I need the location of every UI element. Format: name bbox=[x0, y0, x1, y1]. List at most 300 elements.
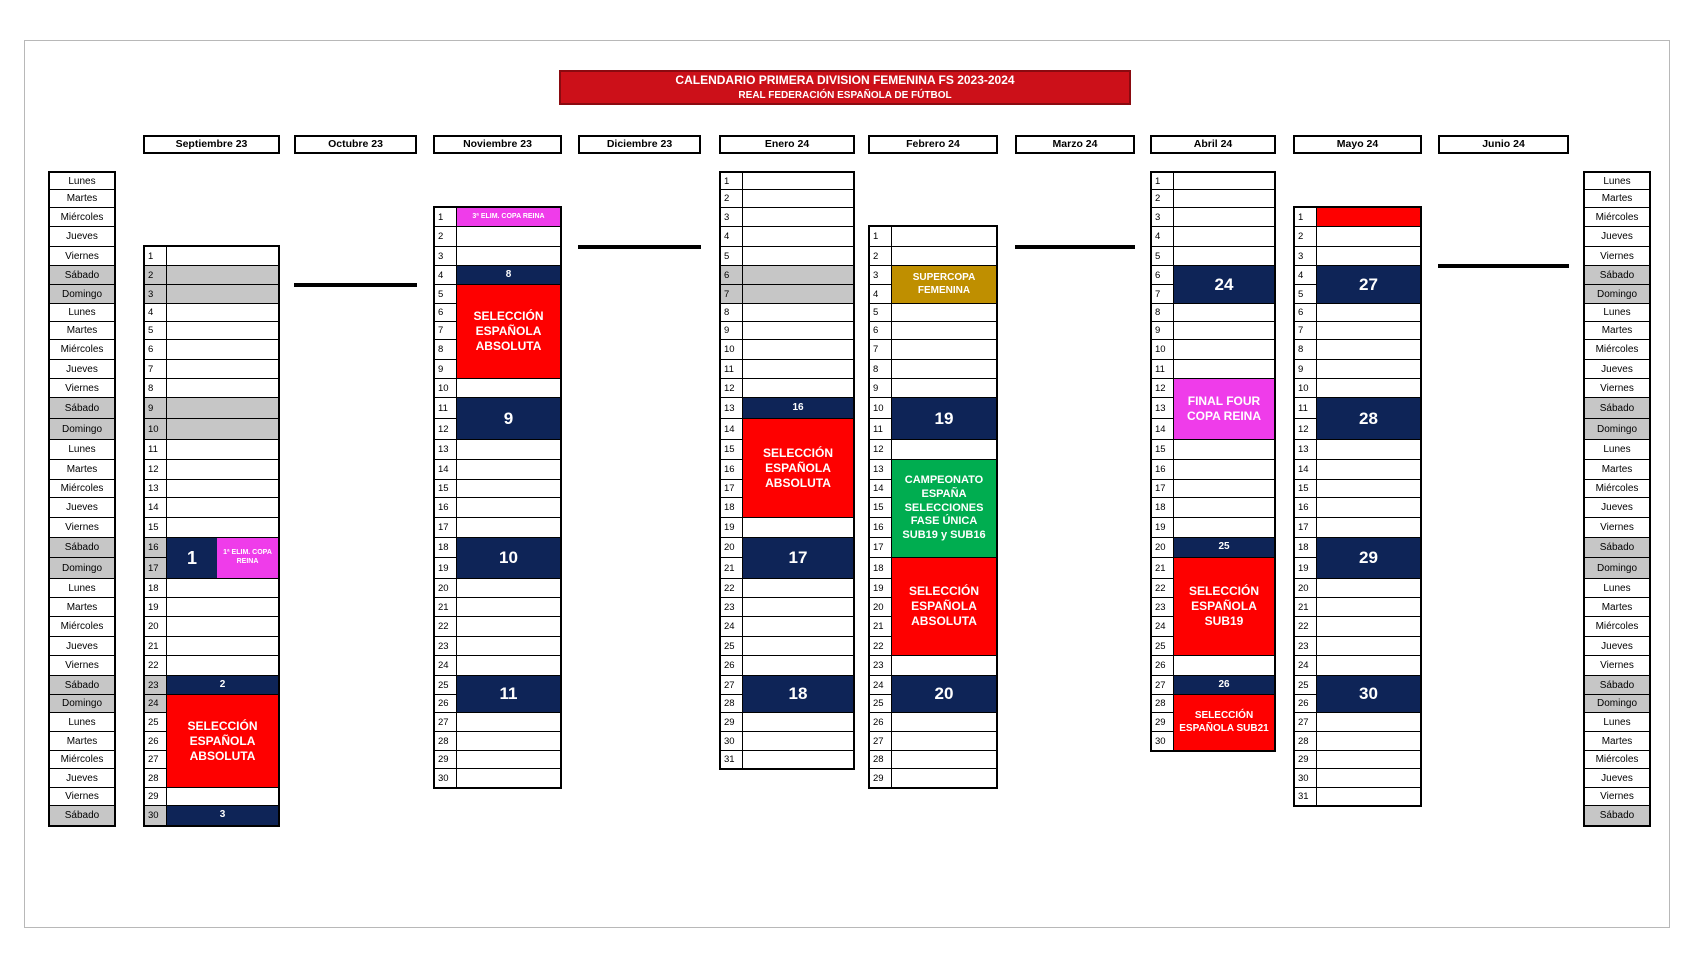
weekday-label: Jueves bbox=[1585, 498, 1649, 518]
weekday-label: Domingo bbox=[50, 695, 114, 713]
day-number: 22 bbox=[721, 579, 743, 598]
day-number: 3 bbox=[721, 208, 743, 227]
day-number: 28 bbox=[870, 751, 892, 769]
weekday-label: Jueves bbox=[50, 360, 114, 379]
day-cell bbox=[1317, 598, 1420, 617]
weekday-label: Martes bbox=[1585, 732, 1649, 751]
day-number: 24 bbox=[435, 656, 457, 676]
day-cell bbox=[457, 480, 560, 498]
day-number: 16 bbox=[870, 518, 892, 538]
day-number: 17 bbox=[1295, 518, 1317, 538]
day-number: 24 bbox=[721, 617, 743, 637]
day-cell bbox=[743, 247, 853, 266]
weekday-label: Sábado bbox=[50, 806, 114, 826]
event-block: SELECCIÓN ESPAÑOLA ABSOLUTA bbox=[743, 419, 853, 517]
day-cell bbox=[167, 304, 278, 322]
month-column bbox=[578, 245, 701, 249]
weekday-label: Domingo bbox=[50, 419, 114, 440]
day-cell bbox=[457, 227, 560, 247]
day-cell bbox=[1174, 227, 1274, 247]
day-cell bbox=[1174, 190, 1274, 208]
day-cell bbox=[457, 460, 560, 480]
day-cell bbox=[1317, 498, 1420, 518]
day-number: 3 bbox=[1152, 208, 1174, 227]
day-cell bbox=[743, 266, 853, 285]
match-day-block: 11 bbox=[457, 676, 560, 712]
weekday-label: Miércoles bbox=[1585, 480, 1649, 498]
match-day-block: 9 bbox=[457, 398, 560, 439]
day-number: 11 bbox=[1152, 360, 1174, 379]
weekday-label: Jueves bbox=[1585, 769, 1649, 788]
day-number: 19 bbox=[721, 518, 743, 538]
day-number: 13 bbox=[435, 440, 457, 460]
day-cell bbox=[167, 598, 278, 617]
day-number: 21 bbox=[145, 637, 167, 656]
match-day-block: 24 bbox=[1174, 266, 1274, 303]
day-cell bbox=[892, 379, 996, 398]
day-cell bbox=[457, 732, 560, 751]
day-cell bbox=[1174, 480, 1274, 498]
weekday-label: Sábado bbox=[50, 676, 114, 695]
day-cell bbox=[743, 637, 853, 656]
day-number: 3 bbox=[435, 247, 457, 266]
weekday-label: Viernes bbox=[50, 247, 114, 266]
day-number: 14 bbox=[721, 419, 743, 440]
calendar-subtitle: REAL FEDERACIÓN ESPAÑOLA DE FÚTBOL bbox=[738, 90, 952, 101]
day-cell bbox=[743, 379, 853, 398]
day-cell bbox=[1317, 637, 1420, 656]
day-number: 6 bbox=[870, 322, 892, 340]
day-number: 5 bbox=[435, 285, 457, 304]
month-header: Marzo 24 bbox=[1015, 135, 1135, 154]
day-number: 2 bbox=[721, 190, 743, 208]
day-number: 14 bbox=[1295, 460, 1317, 480]
day-number: 23 bbox=[145, 676, 167, 695]
weekday-label: Lunes bbox=[50, 304, 114, 322]
day-number: 27 bbox=[1152, 676, 1174, 695]
day-number: 6 bbox=[145, 340, 167, 360]
day-cell bbox=[743, 173, 853, 190]
day-number: 3 bbox=[1295, 247, 1317, 266]
day-number: 27 bbox=[435, 713, 457, 732]
day-cell bbox=[167, 419, 278, 440]
weekday-label: Domingo bbox=[1585, 285, 1649, 304]
day-cell bbox=[167, 440, 278, 460]
day-number: 12 bbox=[1295, 419, 1317, 440]
month-header: Octubre 23 bbox=[294, 135, 417, 154]
day-number: 5 bbox=[145, 322, 167, 340]
day-number: 16 bbox=[1295, 498, 1317, 518]
day-number: 30 bbox=[435, 769, 457, 788]
weekday-label: Miércoles bbox=[1585, 208, 1649, 227]
day-cell bbox=[457, 713, 560, 732]
weekday-label: Viernes bbox=[50, 518, 114, 538]
weekday-label: Domingo bbox=[50, 558, 114, 579]
weekday-label: Martes bbox=[50, 460, 114, 480]
weekday-label: Lunes bbox=[1585, 440, 1649, 460]
day-number: 4 bbox=[1295, 266, 1317, 285]
event-block: 3ª ELIM. COPA REINA bbox=[457, 208, 560, 226]
day-number: 20 bbox=[870, 598, 892, 617]
day-number: 8 bbox=[435, 340, 457, 360]
day-cell bbox=[602, 247, 699, 249]
day-cell bbox=[1317, 788, 1420, 806]
weekday-label: Viernes bbox=[1585, 379, 1649, 398]
day-number: 11 bbox=[870, 419, 892, 440]
day-cell bbox=[743, 617, 853, 637]
weekday-label: Martes bbox=[1585, 190, 1649, 208]
day-number: 18 bbox=[1152, 498, 1174, 518]
day-cell bbox=[457, 598, 560, 617]
weekday-label: Viernes bbox=[50, 788, 114, 806]
event-block: 1ª ELIM. COPA REINA bbox=[217, 538, 278, 578]
day-number: 13 bbox=[721, 398, 743, 419]
event-block: SELECCIÓN ESPAÑOLA ABSOLUTA bbox=[167, 695, 278, 787]
day-cell bbox=[1317, 713, 1420, 732]
day-number: 11 bbox=[145, 440, 167, 460]
day-number: 30 bbox=[721, 732, 743, 751]
day-cell bbox=[1317, 518, 1420, 538]
day-number: 14 bbox=[435, 460, 457, 480]
day-cell bbox=[892, 732, 996, 751]
day-number: 4 bbox=[870, 285, 892, 304]
day-cell bbox=[1317, 480, 1420, 498]
day-number: 28 bbox=[1295, 732, 1317, 751]
weekday-label: Sábado bbox=[50, 266, 114, 285]
weekday-label: Jueves bbox=[50, 637, 114, 656]
day-number: 7 bbox=[1295, 322, 1317, 340]
day-number: 10 bbox=[435, 379, 457, 398]
weekday-label: Lunes bbox=[1585, 173, 1649, 190]
day-number: 2 bbox=[145, 266, 167, 285]
day-cell bbox=[743, 304, 853, 322]
day-cell bbox=[1317, 769, 1420, 788]
weekday-label: Martes bbox=[1585, 598, 1649, 617]
day-cell bbox=[892, 713, 996, 732]
weekday-label: Martes bbox=[50, 598, 114, 617]
weekday-label: Lunes bbox=[1585, 713, 1649, 732]
day-number: 7 bbox=[870, 340, 892, 360]
day-cell bbox=[1317, 322, 1420, 340]
weekday-label: Viernes bbox=[50, 656, 114, 676]
weekday-label: Jueves bbox=[50, 769, 114, 788]
day-number: 30 bbox=[1152, 732, 1174, 751]
weekday-label: Domingo bbox=[1585, 419, 1649, 440]
weekday-label: Sábado bbox=[50, 398, 114, 419]
day-cell bbox=[743, 598, 853, 617]
month-column bbox=[719, 171, 855, 770]
day-number: 5 bbox=[1295, 285, 1317, 304]
weekday-label: Miércoles bbox=[1585, 340, 1649, 360]
day-number: 25 bbox=[1152, 637, 1174, 656]
day-cell bbox=[167, 656, 278, 676]
day-number: 6 bbox=[1152, 266, 1174, 285]
day-number: 21 bbox=[721, 558, 743, 579]
day-cell bbox=[457, 518, 560, 538]
match-day-block: 16 bbox=[743, 398, 853, 418]
month-column bbox=[1015, 245, 1135, 249]
weekday-label: Miércoles bbox=[50, 617, 114, 637]
day-number: 13 bbox=[1152, 398, 1174, 419]
day-number: 16 bbox=[145, 538, 167, 558]
day-number: 29 bbox=[1295, 751, 1317, 769]
day-cell bbox=[743, 360, 853, 379]
day-number: 2 bbox=[870, 247, 892, 266]
day-cell bbox=[457, 579, 560, 598]
day-number: 27 bbox=[1295, 713, 1317, 732]
day-cell bbox=[892, 227, 996, 247]
day-number: 23 bbox=[721, 598, 743, 617]
day-number: 22 bbox=[870, 637, 892, 656]
weekday-label: Jueves bbox=[1585, 360, 1649, 379]
month-column bbox=[868, 225, 998, 789]
day-cell bbox=[1174, 440, 1274, 460]
weekday-label: Sábado bbox=[50, 538, 114, 558]
day-number: 28 bbox=[1152, 695, 1174, 713]
weekday-label: Viernes bbox=[50, 379, 114, 398]
weekday-label: Miércoles bbox=[50, 340, 114, 360]
day-number: 10 bbox=[870, 398, 892, 419]
day-cell bbox=[892, 247, 996, 266]
day-number: 18 bbox=[870, 558, 892, 579]
day-number: 21 bbox=[435, 598, 457, 617]
match-day-block: 25 bbox=[1174, 538, 1274, 557]
weekday-label: Martes bbox=[50, 322, 114, 340]
day-number: 1 bbox=[1152, 173, 1174, 190]
day-number: 30 bbox=[1295, 769, 1317, 788]
day-number: 10 bbox=[1152, 340, 1174, 360]
day-number: 4 bbox=[145, 304, 167, 322]
weekday-label: Miércoles bbox=[50, 751, 114, 769]
day-number: 17 bbox=[145, 558, 167, 579]
weekday-label: Lunes bbox=[50, 173, 114, 190]
day-number: 21 bbox=[1152, 558, 1174, 579]
day-number: 13 bbox=[145, 480, 167, 498]
day-number: 26 bbox=[1152, 656, 1174, 676]
day-number: 31 bbox=[721, 751, 743, 769]
day-cell bbox=[1317, 656, 1420, 676]
day-number: 26 bbox=[870, 713, 892, 732]
weekday-label: Martes bbox=[1585, 322, 1649, 340]
day-cell bbox=[892, 340, 996, 360]
month-header: Enero 24 bbox=[719, 135, 855, 154]
month-header: Diciembre 23 bbox=[578, 135, 701, 154]
day-cell bbox=[1174, 208, 1274, 227]
event-block: SUPERCOPA FEMENINA bbox=[892, 266, 996, 303]
match-day-block: 27 bbox=[1317, 266, 1420, 303]
weekday-label: Jueves bbox=[50, 498, 114, 518]
day-cell bbox=[1174, 498, 1274, 518]
day-number: 14 bbox=[870, 480, 892, 498]
day-number: 15 bbox=[435, 480, 457, 498]
month-column bbox=[294, 283, 417, 287]
weekday-column-left bbox=[48, 171, 116, 827]
day-number: 11 bbox=[721, 360, 743, 379]
day-cell bbox=[1174, 322, 1274, 340]
day-number bbox=[296, 285, 318, 287]
day-number bbox=[296, 285, 318, 287]
day-cell bbox=[892, 769, 996, 788]
day-cell bbox=[167, 480, 278, 498]
weekday-label: Sábado bbox=[1585, 806, 1649, 826]
day-number: 12 bbox=[1152, 379, 1174, 398]
day-number: 4 bbox=[435, 266, 457, 285]
day-cell bbox=[1317, 304, 1420, 322]
day-number: 21 bbox=[870, 617, 892, 637]
match-day-block: 18 bbox=[743, 676, 853, 712]
day-cell bbox=[167, 285, 278, 304]
month-header: Noviembre 23 bbox=[433, 135, 562, 154]
day-number: 18 bbox=[145, 579, 167, 598]
day-number: 8 bbox=[1295, 340, 1317, 360]
match-day-block: 17 bbox=[743, 538, 853, 578]
day-number: 29 bbox=[145, 788, 167, 806]
weekday-label: Martes bbox=[50, 190, 114, 208]
match-day-block: 3 bbox=[167, 806, 278, 825]
day-number: 27 bbox=[145, 751, 167, 769]
month-header: Junio 24 bbox=[1438, 135, 1569, 154]
match-day-block: 20 bbox=[892, 676, 996, 712]
weekday-label: Domingo bbox=[1585, 695, 1649, 713]
day-cell bbox=[167, 398, 278, 419]
match-day-block bbox=[318, 285, 415, 287]
day-cell bbox=[743, 732, 853, 751]
month-column bbox=[1438, 264, 1569, 268]
day-number: 7 bbox=[435, 322, 457, 340]
weekday-label: Sábado bbox=[1585, 676, 1649, 695]
day-number: 21 bbox=[1295, 598, 1317, 617]
weekday-label: Lunes bbox=[1585, 304, 1649, 322]
day-number: 19 bbox=[1295, 558, 1317, 579]
day-number: 28 bbox=[721, 695, 743, 713]
day-cell bbox=[457, 440, 560, 460]
weekday-label: Lunes bbox=[50, 440, 114, 460]
match-day-block: 28 bbox=[1317, 398, 1420, 439]
day-number: 19 bbox=[435, 558, 457, 579]
day-number: 25 bbox=[1295, 676, 1317, 695]
day-cell bbox=[1317, 579, 1420, 598]
day-number: 23 bbox=[870, 656, 892, 676]
day-number bbox=[580, 247, 602, 249]
event-block: SELECCIÓN ESPAÑOLA SUB19 bbox=[1174, 558, 1274, 655]
day-cell bbox=[457, 247, 560, 266]
day-number: 3 bbox=[870, 266, 892, 285]
day-number: 6 bbox=[435, 304, 457, 322]
day-number: 20 bbox=[145, 617, 167, 637]
match-day-block: 29 bbox=[1317, 538, 1420, 578]
weekday-label: Martes bbox=[50, 732, 114, 751]
day-cell bbox=[318, 285, 415, 286]
day-cell bbox=[167, 637, 278, 656]
day-number: 24 bbox=[1152, 617, 1174, 637]
day-number: 9 bbox=[145, 398, 167, 419]
day-number: 1 bbox=[145, 247, 167, 266]
day-cell bbox=[457, 656, 560, 676]
day-number: 12 bbox=[145, 460, 167, 480]
day-cell bbox=[743, 340, 853, 360]
day-number: 17 bbox=[1152, 480, 1174, 498]
day-cell bbox=[743, 190, 853, 208]
day-cell bbox=[1174, 460, 1274, 480]
month-header: Septiembre 23 bbox=[143, 135, 280, 154]
match-day-block: 10 bbox=[457, 538, 560, 578]
day-number: 9 bbox=[721, 322, 743, 340]
day-cell bbox=[892, 751, 996, 769]
day-cell bbox=[743, 322, 853, 340]
day-number: 29 bbox=[435, 751, 457, 769]
day-number: 1 bbox=[721, 173, 743, 190]
day-number bbox=[296, 285, 318, 287]
day-number: 29 bbox=[870, 769, 892, 788]
month-header: Abril 24 bbox=[1150, 135, 1276, 154]
day-cell bbox=[1317, 460, 1420, 480]
day-cell bbox=[892, 360, 996, 379]
day-number: 7 bbox=[721, 285, 743, 304]
day-number: 24 bbox=[1295, 656, 1317, 676]
day-number: 8 bbox=[721, 304, 743, 322]
day-number: 30 bbox=[145, 806, 167, 826]
weekday-label: Miércoles bbox=[1585, 617, 1649, 637]
day-cell bbox=[1174, 247, 1274, 266]
month-column bbox=[433, 206, 562, 789]
month-column bbox=[143, 245, 280, 827]
weekday-label: Miércoles bbox=[50, 208, 114, 227]
day-cell bbox=[892, 322, 996, 340]
day-cell bbox=[743, 227, 853, 247]
day-number: 19 bbox=[145, 598, 167, 617]
match-day-block: 2 bbox=[167, 676, 278, 694]
day-number: 29 bbox=[1152, 713, 1174, 732]
day-number: 15 bbox=[870, 498, 892, 518]
day-number: 16 bbox=[435, 498, 457, 518]
event-block bbox=[1317, 208, 1420, 226]
day-cell bbox=[167, 340, 278, 360]
day-number: 26 bbox=[721, 656, 743, 676]
weekday-label: Jueves bbox=[1585, 637, 1649, 656]
day-cell bbox=[457, 769, 560, 788]
day-number: 20 bbox=[721, 538, 743, 558]
day-number: 11 bbox=[435, 398, 457, 419]
day-number: 12 bbox=[870, 440, 892, 460]
day-number: 12 bbox=[721, 379, 743, 398]
day-number: 20 bbox=[435, 579, 457, 598]
day-cell bbox=[167, 266, 278, 285]
month-header: Mayo 24 bbox=[1293, 135, 1422, 154]
day-number: 9 bbox=[1295, 360, 1317, 379]
day-number: 12 bbox=[435, 419, 457, 440]
weekday-label: Lunes bbox=[50, 713, 114, 732]
day-number: 20 bbox=[1152, 538, 1174, 558]
weekday-label: Viernes bbox=[1585, 247, 1649, 266]
weekday-label: Lunes bbox=[1585, 579, 1649, 598]
event-block: SELECCIÓN ESPAÑOLA SUB21 bbox=[1174, 695, 1274, 750]
weekday-label: Domingo bbox=[1585, 558, 1649, 579]
day-number: 24 bbox=[870, 676, 892, 695]
day-number: 15 bbox=[721, 440, 743, 460]
day-number: 28 bbox=[435, 732, 457, 751]
day-number: 6 bbox=[721, 266, 743, 285]
day-cell bbox=[743, 713, 853, 732]
weekday-label: Miércoles bbox=[50, 480, 114, 498]
weekday-label: Sábado bbox=[1585, 266, 1649, 285]
day-cell bbox=[1039, 247, 1133, 249]
day-cell bbox=[457, 751, 560, 769]
day-number: 15 bbox=[1295, 480, 1317, 498]
day-number: 17 bbox=[435, 518, 457, 538]
day-cell bbox=[457, 379, 560, 398]
day-cell bbox=[167, 518, 278, 538]
day-number: 11 bbox=[1295, 398, 1317, 419]
